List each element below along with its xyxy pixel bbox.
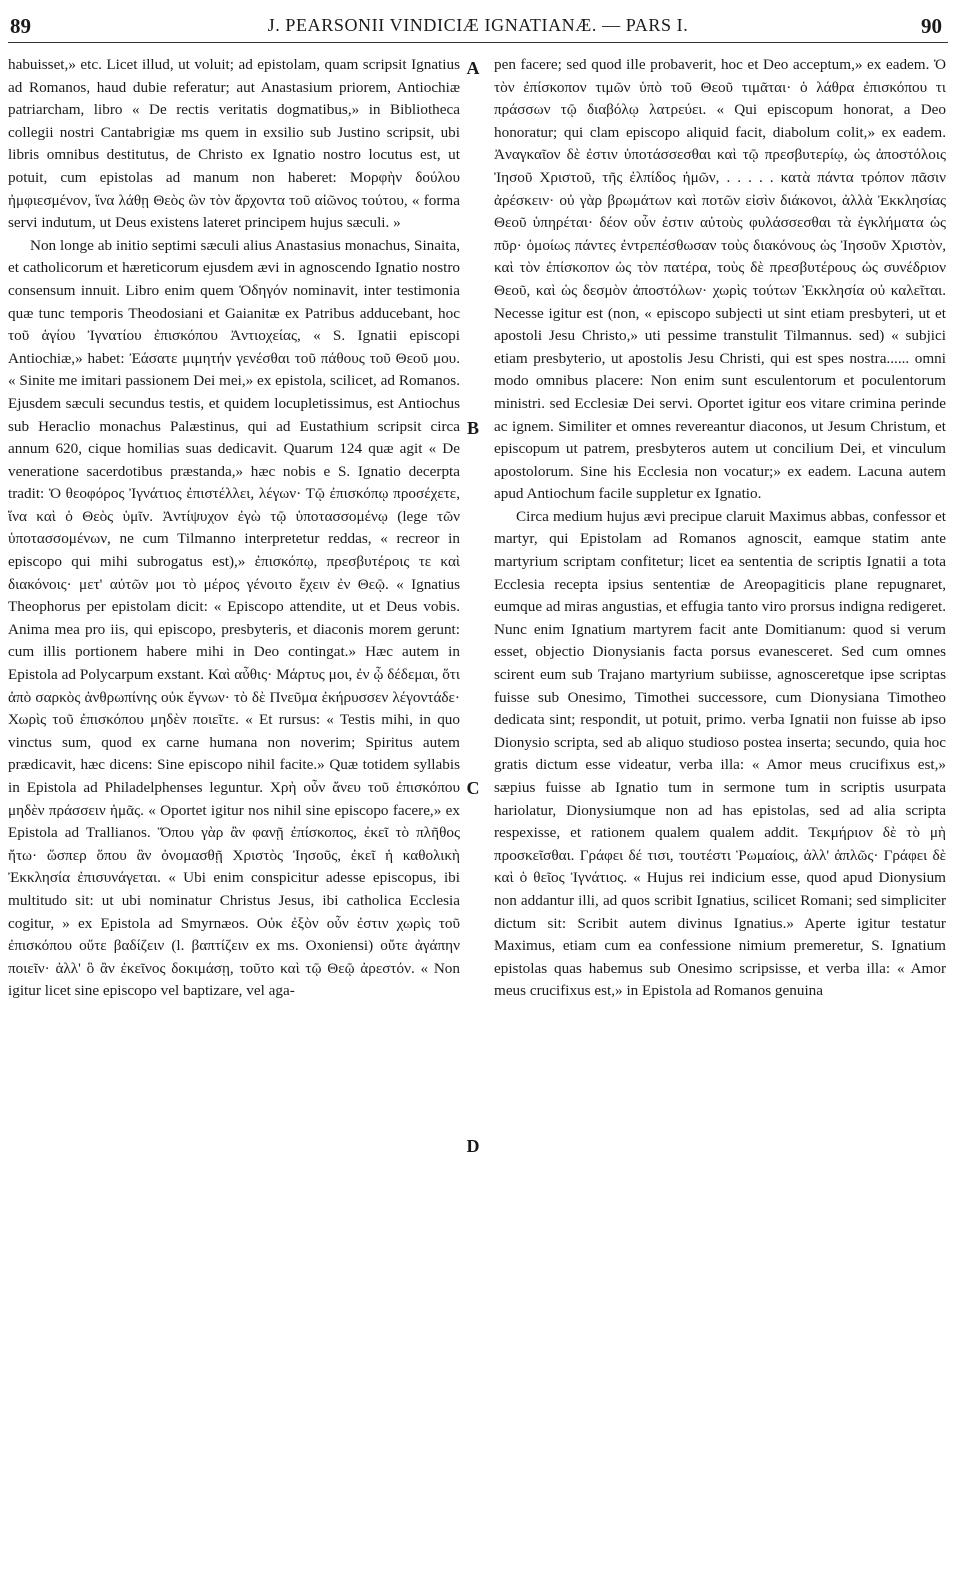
left-paragraph-1: habuisset,» etc. Licet illud, ut voluit; ad epistolam, quam scripsit Ignatius ad Romanos, haud dubie referatur; aut Anastasium priorem, Antiochiæ patriarcham, libro « De rectis veritatis dogmatibus,» in Bibliotheca collegii nostri Cantabrigiæ ms quem in exsilio sub Justino scripsit, ubi libris omnibus destitutus, de Christo ex Ignatio nostro locutus est, ut potuit, cum epistolas ad manum non haberet: Μορφὴν δούλου ἠμφιεσμένον, ἵνα λάθῃ Θεὸς ὢν τὸν ἄρχοντα τοῦ αἰῶνος τούτου, « forma servi indutum, ut Deus existens lateret principem hujus sæculi. » xyxy=(8,56,460,232)
left-column xyxy=(8,54,460,1582)
running-title: J. PEARSONII VINDICIÆ IGNATIANÆ. — PARS I. xyxy=(267,15,689,35)
section-marker-a: A xyxy=(466,58,480,78)
right-page-number: 90 xyxy=(921,14,942,38)
header-rule xyxy=(8,42,948,43)
section-marker-b: B xyxy=(466,418,479,438)
right-column xyxy=(494,54,946,1582)
right-paragraph-1: pen facere; sed quod ille probaverit, hoc et Deo acceptum,» ex eadem. Ὁ τὸν ἐπίσκοπον τιμῶν ὑπὸ τοῦ Θεοῦ τιμᾶται· ὁ λάθρα ἐπισκόπου τι πράσσων τῷ διαβόλῳ λατρεύει. « Qui episcopum honorat, a Deo honoratur; qui clam episcopo aliquid facit, diabolum colit,» ex eadem. Ἀναγκαῖον δὲ ἐστιν ὑποτάσσεσθαι καὶ τῷ πρεσβυτερίῳ, ὡς ἀποστόλοις Ἰησοῦ Χριστοῦ, τῆς ἐλπίδος ἡμῶν, . . . . . κατὰ πάντα τρόπον πᾶσιν ἀρέσκειν· οὐ γὰρ βρωμάτων καὶ ποτῶν εἰσὶν διάκονοι, ἀλλὰ Ἐκκλησίας Θεοῦ ὑπηρέται· δέον οὖν ἐστιν αὐτοὺς φυλάσσεσθαι τὰ ἐγκλήματα ὡς πῦρ· ὁμοίως πάντες ἐντρεπέσθωσαν τοὺς διακόνους ὡς Ἰησοῦν Χριστὸν, καὶ τὸν ἐπίσκοπον ὡς τὸν πατέρα, τοὺς δὲ πρεσβυτέρους ὡς συνέδριον Θεοῦ, καὶ ὡς δεσμὸν ἀποστόλων· χωρὶς τούτων Ἐκκλησία οὐ καλεῖται. Necesse igitur est (non, « episcopo subjecti ut sint etiam presbyteri, ut et apostoli Jesu Christo,» uti pessime transtulit Tilmannus. sed) « subjici etiam presbyterio, ut apostolis Jesu Christi, qui est spes nostra...... omni modo omnibus placere: Non enim sunt esculentorum et poculentorum ministri. sed Ecclesiæ Dei servi. Oportet igitur eos vitare crimina perinde ac ignem. Similiter et omnes revereantur diaconos, ut Jesum Christum, et episcopum ut patrem, presbyteros autem ut concilium Dei, et vinculum apostolorum. Sine his Ecclesia non vocatur;» ex eadem. Lacuna autem apud Antiochum facile suppletur ex Ignatio. xyxy=(494,56,946,503)
right-paragraph-2: Circa medium hujus ævi precipue claruit Maximus abbas, confessor et martyr, qui Epistolam ad Romanos agnoscit, eamque statim ante martyrium scriptam confitetur; licet ea sententia de scriptis Ignatii a tota Ecclesia recepta ipsius sententiæ de Areopagiticis plane repugnaret, eumque ad miras angustias, et effugia tanto viro prorsus indigna redigeret. Nunc enim Ignatium martyrem facit ante Domitianum: quod si verum esset, objectio Dionysianis facta porsus evanesceret. Sed cum omnes scirent eum sub Trajano martyrium subiisse, agnosceretque ipse scriptas fuisse sub Onesimo, Timothei successore, cum Dionysiana Timotheo dedicata sint; respondit, ut potuit, primo. verba Ignatii non fuisse ab ipso Dionysio scripta, sed ab aliquo studioso postea inserta; secundo, quia hoc gratis dictum esse videatur, verba illa: « Amor meus crucifixus est,» sæpius fuisse ab Ignatio tum in sermone tum in scriptis usurpata hariolatur, Dionysiumque non ad has epistolas, sed ad alia scripta respexisse, et rationem qualem qualem addit. Τεκμήριον δὲ τὸ μὴ προσκεῖσθαι. Γράφει δέ τισι, τουτέστι Ῥωμαίοις, ἀλλ' ἁπλῶς· Γράφει δὲ καὶ ὁ θεῖος Ἰγνάτιος. « Hujus rei indicium esse, quod apud Dionysium non addantur illi, ad quos scribit Ignatius, scilicet Romani; sed simpliciter dictum sit: Scribit autem divinus Ignatius.» Aperte igitur testatur Maximus, etiam cum ea confessione nimium premeretur, S. Ignatium epistolas quas habemus sub Onesimo scripsisse, et verba illa: « Amor meus crucifixus est,» in Epistola ad Romanos genuina xyxy=(494,507,946,1000)
left-page-number: 89 xyxy=(10,14,31,38)
left-paragraph-2: Non longe ab initio septimi sæculi alius Anastasius monachus, Sinaita, et catholicorum et hæreticorum ejusdem ævi in agnoscendo Ignatio nostro consensum innuit. Libro enim quem Ὁδηγόν nominavit, inter testimonia quæ tunc temporis Theodosiani et Gaianitæ ex Patribus adducebant, hoc τοῦ ἁγίου Ἰγνατίου ἐπισκόπου Ἀντιοχείας, « S. Ignatii episcopi Antiochiæ,» habet: Ἐάσατε μιμητήν γενέσθαι τοῦ πάθους τοῦ Θεοῦ μου. « Sinite me imitari passionem Dei mei,» ex epistola, scilicet, ad Romanos. Ejusdem sæculi secundus testis, et quidem locupletissimus, est Antiochus sub Heraclio monachus Palæstinus, qui ad Eustathium scripsit circa annum 620, cique homilias suas dedicavit. Quarum 124 quæ agit « De veneratione sacerdotibus præstanda,» hæc nobis e S. Ignatio decerpta tradit: Ὁ θεοφόρος Ἰγνάτιος ἐπιστέλλει, λέγων· Τῷ ἐπισκόπῳ προσέχετε, ἵνα καὶ ὁ Θεὸς ὑμῖν. Ἀντίψυχον ἐγὼ τῷ ὑποτασσομένῳ (lege τῶν ὑποτασσομένων, ne cum Tilmanno interpretetur reddas, « recreor in episcopo qui mihi subrogatus est),» ἐπισκόπῳ, πρεσβυτέροις τε καὶ διακόνοις· μετ' αὐτῶν μοι τὸ μέρος γένοιτο ἔχειν ἐν Θεῷ. « Ignatius Theophorus per epistolam dicit: « Episcopo attendite, ut et Deus vobis. Anima mea pro iis, qui episcopo, presbyteris, et diaconis morem gerunt: cum illis portionem habere mihi in Deo contingat.» Hæc autem in Epistola ad Polycarpum exstant. Καὶ αὖθις· Μάρτυς μοι, ἐν ᾧ δέδεμαι, ὅτι ἀπὸ σαρκὸς ἀνθρωπίνης οὐκ ἔγνων· τὸ δὲ Πνεῦμα ἐκήρυσσεν λέγοντάδε· Χωρὶς τοῦ ἐπισκόπου μηδὲν ποιεῖτε. « Et rursus: « Testis mihi, in quo vinctus sum, quod ex carne humana non noverim; Spiritus autem prædicavit, hæc dicens: Sine episcopo nihil facite.» Quæ totidem syllabis in Epistola ad Philadelphenses leguntur. Χρὴ οὖν ἄνευ τοῦ ἐπισκόπου μηδὲν πράσσειν ἡμᾶς. « Oportet igitur nos nihil sine episcopo facere,» ex Epistola ad Trallianos. Ὅπου γὰρ ἂν φανῇ ἐπίσκοπος, ἐκεῖ τὸ πλῆθος ἤτω· ὥσπερ ὅπου ἂν ὀνομασθῇ Χριστὸς Ἰησοῦς, ἐκεῖ ἡ καθολικὴ Ἐκκλησία ἐπισυνάγεται. « Ubi enim conspicitur adesse episcopus, ibi multitudo sit: ut ubi nominatur Christus Jesus, ibi catholica Ecclesia cogitur, » ex Epistola ad Smyrnæos. Οὐκ ἐξὸν οὖν ἐστιν χωρὶς τοῦ ἐπισκόπου οὔτε βαδίζειν (l. βαπτίζειν ex ms. Oxoniensi) οὔτε ἀγάπην ποιεῖν· ἀλλ' ὃ ἂν ἐκεῖνος δοκιμάσῃ, τοῦτο καὶ τῷ Θεῷ ἀρεστόν. « Non igitur licet sine episcopo vel baptizare, vel aga- xyxy=(8,236,460,1000)
page-header xyxy=(0,14,956,42)
section-marker-d: D xyxy=(466,1136,480,1156)
section-marker-c: C xyxy=(466,778,480,798)
